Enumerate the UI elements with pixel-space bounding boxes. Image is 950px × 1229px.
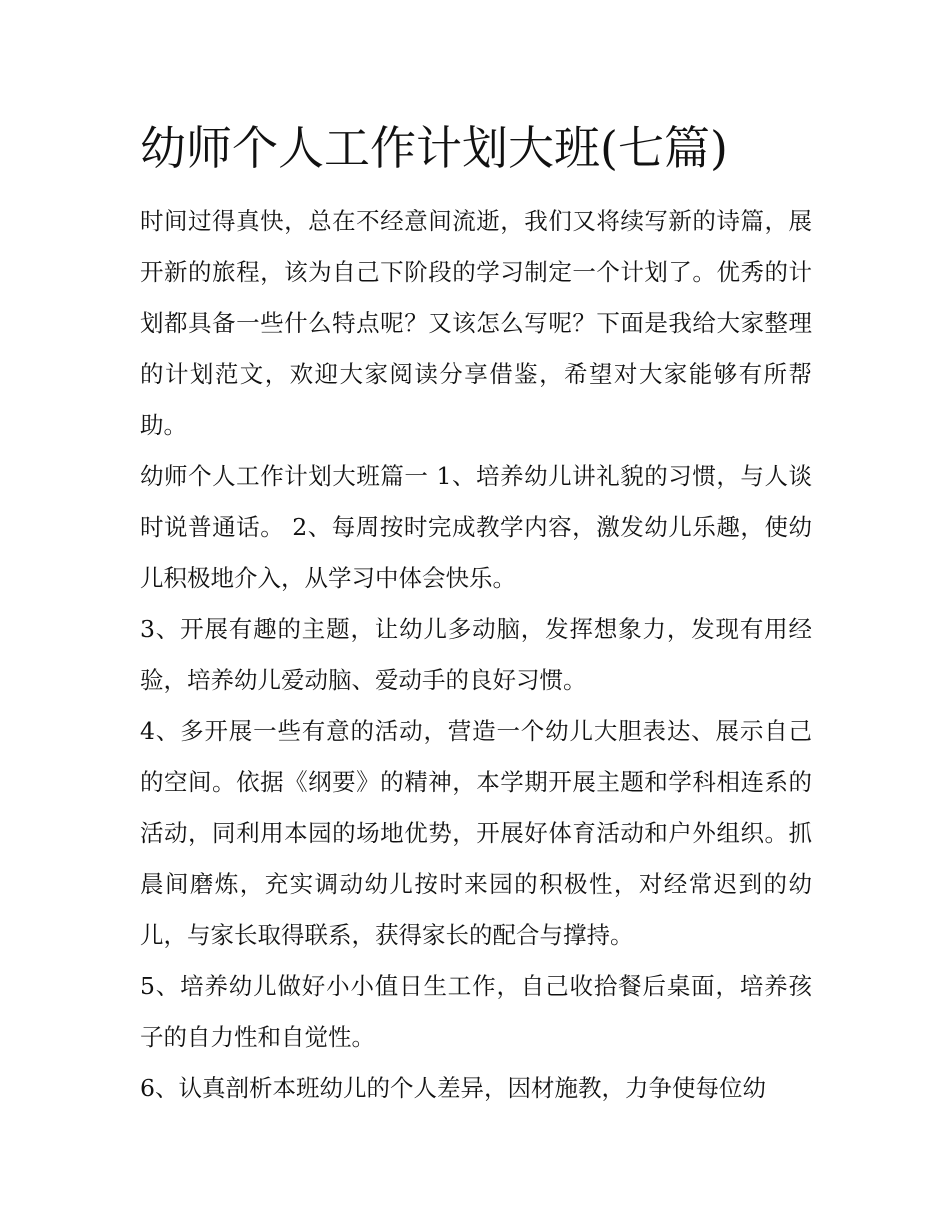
intro-paragraph: 时间过得真快，总在不经意间流逝，我们又将续写新的诗篇，展开新的旅程，该为自己下阶段的学习制定一个计划了。优秀的计划都具备一些什么特点呢？又该怎么写呢？下面是我给大家整理的计划范文，欢迎大家阅读分享借鉴，希望对大家能够有所帮助。 — [140, 207, 812, 439]
document-title: 幼师个人工作计划大班(七篇) — [140, 121, 728, 175]
paragraph-item-5: 5、培养幼儿做好小小值日生工作，自己收拾餐后桌面，培养孩子的自力性和自觉性。 — [140, 972, 812, 1051]
document-body — [140, 196, 812, 1114]
paragraph-part-one: 幼师个人工作计划大班篇一 1、培养幼儿讲礼貌的习惯，与人谈时说普通话。 2、每周按时完成教学内容，激发幼儿乐趣，使幼儿积极地介入，从学习中体会快乐。 — [140, 462, 812, 592]
paragraph-item-6: 6、认真剖析本班幼儿的个人差异，因材施教，力争使每位幼 — [140, 1074, 766, 1102]
paragraph-item-4: 4、多开展一些有意的活动，营造一个幼儿大胆表达、展示自己的空间。依据《纲要》的精神，本学期开展主题和学科相连系的活动，同利用本园的场地优势，开展好体育活动和户外组织。抓晨间磨炼，充实调动幼儿按时来园的积极性，对经常迟到的幼儿，与家长取得联系，获得家长的配合与撑持。 — [140, 717, 812, 949]
paragraph-item-3: 3、开展有趣的主题，让幼儿多动脑，发挥想象力，发现有用经验，培养幼儿爱动脑、爱动手的良好习惯。 — [140, 615, 812, 694]
